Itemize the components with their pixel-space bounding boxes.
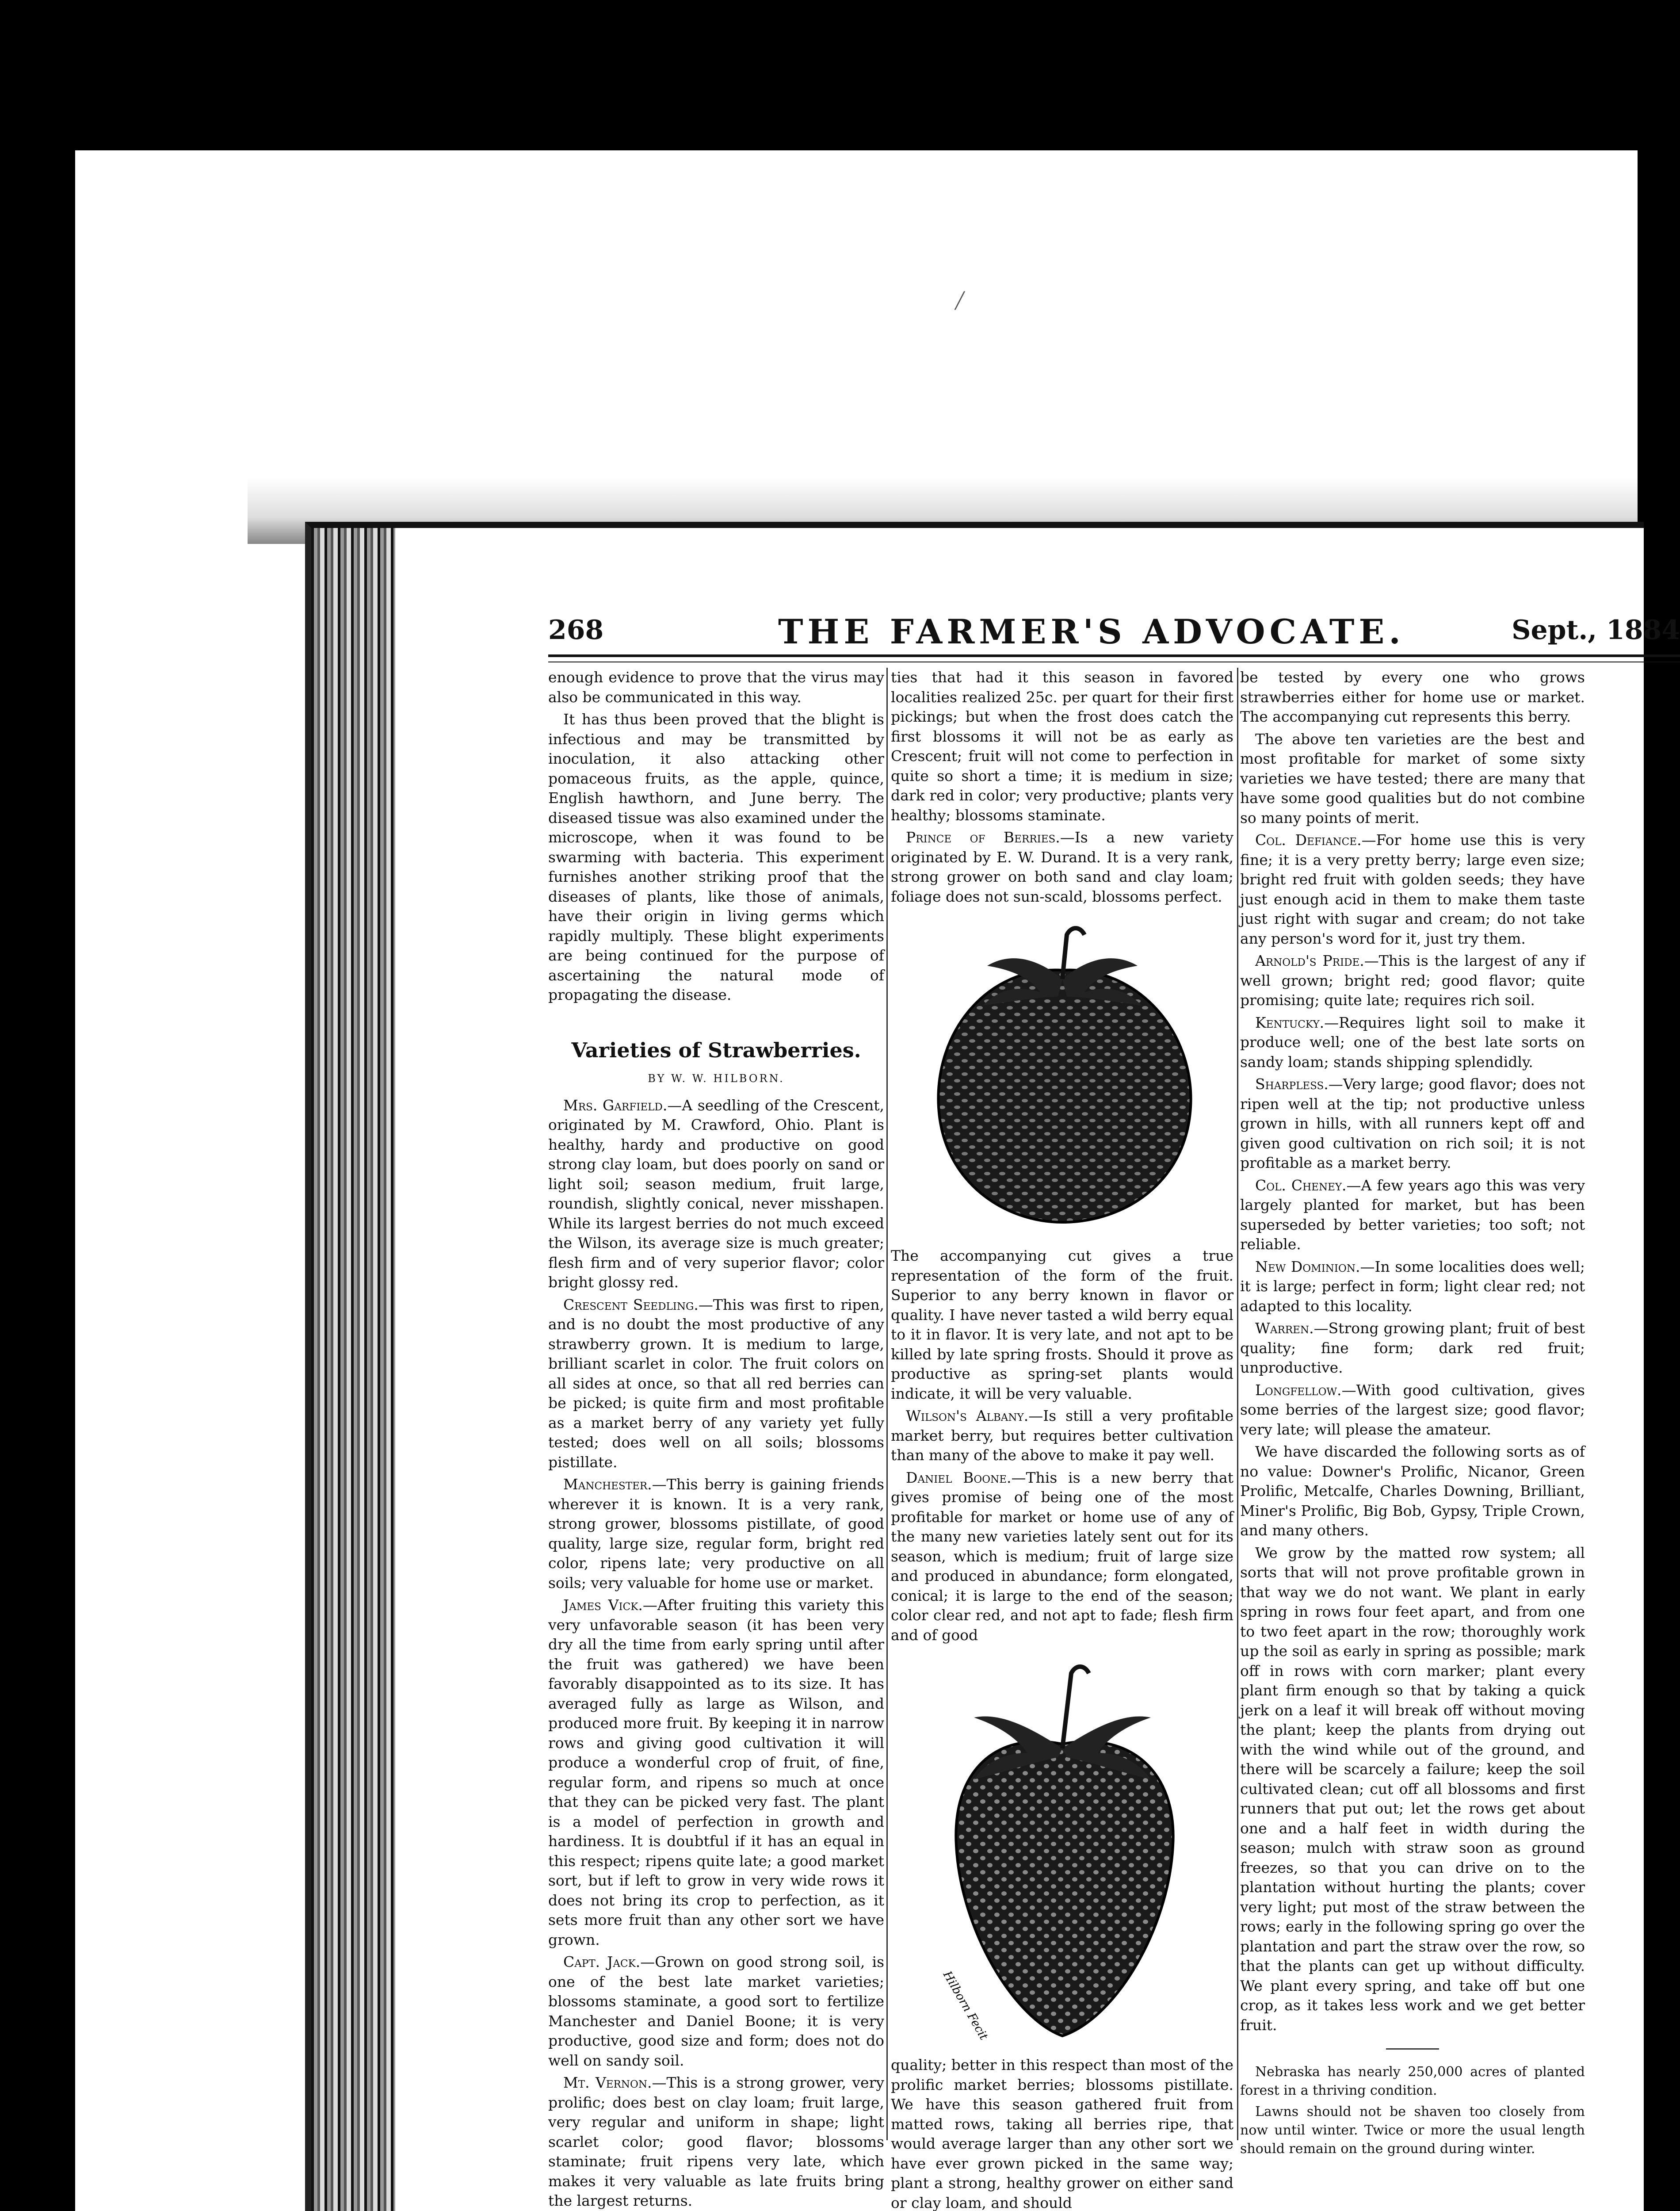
- article-title: Varieties of Strawberries.: [571, 1038, 861, 1062]
- variety-name: New Dominion.: [1255, 1258, 1360, 1275]
- variety-name: Prince of Berries.: [906, 829, 1060, 846]
- byline: BY W. W. HILBORN.: [648, 1072, 785, 1085]
- column-3: [1240, 668, 1585, 2161]
- variety-text: —This berry is gaining friends wherever it is known. It is a very rank, strong grower, blossoms pistillate, of good quality, large size, regular form, bright red color, ripens late; very productive on all soils; very valuable for home use or market.: [548, 1476, 884, 1591]
- scan-mark: ╱: [955, 292, 965, 310]
- variety-entry: [891, 828, 1233, 907]
- variety-name: Daniel Boone.: [906, 1469, 1012, 1486]
- issue-date: Sept., 1884: [1512, 615, 1680, 646]
- variety-entry: [548, 1595, 884, 1950]
- variety-entry: [1240, 830, 1585, 949]
- variety-text: —This is the largest of any if well grown; bright red; good flavor; quite promising; quite late; requires rich soil.: [1240, 952, 1585, 1009]
- paragraph: The above ten varieties are the best and most profitable for market of some sixty varieties we have tested; there are many that have some good qualities but do not combine so many points of merit.: [1240, 730, 1585, 826]
- variety-text: —After fruiting this variety this very unfavorable season (it has been very dry all the time from early spring until after the fruit was gathered) we have been favorably disappointed as to its size. It has averaged fully as large as Wilson, and produced more fruit. By keeping it in narrow rows and giving good cultivation it will produce a wonderful crop of fruit, of fine, regular form, and ripens so much at once that they can be picked very fast. The plant is a model of perfection in growth and hardiness. It is doubtful if it has an equal in this respect; ripens quite late; a good market sort, but if left to grow in very wide rows it does not bring its crop to perfection, as it sets more fruit than any other sort we have grown.: [548, 1596, 884, 1948]
- prince-of-berries-illustration: [908, 917, 1217, 1236]
- paragraph: ties that had it this season in favored localities realized 25c. per quart for their first pickings; but when the frost does catch the first blossoms it will not be as early as Crescent; fruit will not come to perfection in quite so short a time; it is medium in size; dark red in color; very productive; plants very healthy; blossoms staminate.: [891, 669, 1233, 824]
- header-rule: [548, 654, 1680, 662]
- page-content: [407, 522, 1680, 2211]
- news-note: Nebraska has nearly 250,000 acres of planted forest in a thriving condition.: [1240, 2064, 1585, 2098]
- variety-text: —Grown on good strong soil, is one of the best late market varieties; blossoms staminate, a good sort to fertilize Manchester and Daniel Boone; it is very productive, good size and form; does not do well on sandy soil.: [548, 1953, 884, 2069]
- variety-text: —Requires light soil to make it produce well; one of the best late sorts on sandy loam; stands shipping splendidly.: [1240, 1014, 1585, 1071]
- variety-name: Mrs. Garfield.: [563, 1096, 668, 1114]
- page-number: 268: [548, 615, 604, 646]
- paragraph: We have discarded the following sorts as of no value: Downer's Prolific, Nicanor, Green Prolific, Metcalfe, Charles Downing, Brilliant, Miner's Prolific, Big Bob, Gypsy, Triple Crown, and many others.: [1240, 1443, 1585, 1539]
- variety-entry: [1240, 1013, 1585, 1072]
- column-rule: [886, 668, 888, 2140]
- variety-text: —For home use this is very fine; it is a very pretty berry; large even size; bright red fruit with golden seeds; they have just enough acid in them to make them taste just right with sugar and cream; do not take any person's word for it, just try them.: [1240, 831, 1585, 947]
- variety-text: —With good cultivation, gives some berries of the largest size; good flavor; very late; will please the amateur.: [1240, 1381, 1585, 1438]
- variety-name: Longfellow.: [1255, 1381, 1342, 1399]
- variety-entry: [1240, 1075, 1585, 1173]
- variety-entry: [548, 1475, 884, 1593]
- variety-name: Capt. Jack.: [563, 1953, 641, 1970]
- engraver-signature: Hilborn Fecit: [940, 1969, 990, 2043]
- news-note: Lawns should not be shaven too closely from now until winter. Twice or more the usual length should remain on the ground during winter.: [1240, 2104, 1585, 2157]
- variety-text: —Is a new variety originated by E. W. Durand. It is a very rank, strong grower on both sand and clay loam; foliage does not sun-scald, blossoms perfect.: [891, 829, 1233, 905]
- variety-entry: [891, 1406, 1233, 1465]
- variety-entry: [1240, 1176, 1585, 1255]
- column-1: [548, 668, 884, 2211]
- variety-name: Col. Cheney.: [1255, 1176, 1347, 1194]
- variety-name: Col. Defiance.: [1255, 831, 1362, 849]
- variety-name: Manchester.: [563, 1476, 652, 1493]
- variety-entry: [548, 1295, 884, 1473]
- masthead: THE FARMER'S ADVOCATE.: [778, 612, 1405, 651]
- variety-text: —A few years ago this was very largely planted for market, but has been superseded by better varieties; too soft; not reliable.: [1240, 1176, 1585, 1253]
- variety-text: —This is a new berry that gives promise of being one of the most profitable for market or home use of any of the many new varieties lately sent out for its season, which is medium; fruit of large size and produced in abundance; form elongated, conical; it is large to the end of the season; color clear red, and not apt to fade; flesh firm and of good: [891, 1469, 1233, 1644]
- paragraph: enough evidence to prove that the virus may also be communicated in this way.: [548, 669, 884, 706]
- variety-text: —This is a strong grower, very prolific; does best on clay loam; fruit large, very regular and uniform in shape; light scarlet color; good flavor; blossoms staminate; fruit ripens very late, which makes it very valuable as late fruits bring the largest returns.: [548, 2074, 884, 2209]
- variety-name: Wilson's Albany.: [906, 1407, 1029, 1424]
- paragraph: quality; better in this respect than most of the prolific market berries; blossoms pistillate. We have this season gathered fruit from matted rows, taking all berries ripe, that would average larger than any other sort we have ever grown picked in the same way; plant a strong, healthy grower on either sand or clay loam, and should: [891, 2056, 1233, 2211]
- variety-text: —Is still a very profitable market berry, but requires better cultivation than many of the above to make it pay well.: [891, 1407, 1233, 1464]
- daniel-boone-illustration: [908, 1656, 1217, 2045]
- variety-name: Crescent Seedling.: [563, 1296, 699, 1313]
- variety-entry: [1240, 951, 1585, 1010]
- column-2: [891, 668, 1233, 2211]
- book-binding-edge: [311, 528, 395, 2211]
- variety-name: Sharpless.: [1255, 1075, 1329, 1093]
- variety-entry: [548, 1096, 884, 1293]
- paragraph: be tested by every one who grows strawberries either for home use or market. The accompanying cut represents this berry.: [1240, 669, 1585, 725]
- variety-name: Mt. Vernon.: [563, 2074, 652, 2091]
- variety-text: —Strong growing plant; fruit of best quality; fine form; dark red fruit; unproductive.: [1240, 1320, 1585, 1376]
- variety-text: —This was first to ripen, and is no doubt the most productive of any strawberry grown. It is medium to large, brilliant scarlet in color. The fruit colors on all sides at once, so that all red berries can be picked; is quite firm and most profitable as a market berry of any variety yet fully tested; does well on all soils; blossoms pistillate.: [548, 1296, 885, 1471]
- section-separator: [1386, 2048, 1439, 2050]
- variety-entry: [1240, 1257, 1585, 1316]
- variety-entry: [891, 1468, 1233, 1645]
- variety-name: Warren.: [1255, 1320, 1314, 1337]
- variety-text: —In some localities does well; it is large; perfect in form; light clear red; not adapted to this locality.: [1240, 1258, 1585, 1315]
- variety-text: —A seedling of the Crescent, originated by M. Crawford, Ohio. Plant is healthy, hardy and productive on good strong clay loam, but does poorly on sand or light soil; season medium, fruit large, roundish, slightly conical, never misshapen. While its largest berries do not much exceed the Wilson, its average size is much greater; flesh firm and of very superior flavor; color bright glossy red.: [548, 1096, 884, 1291]
- paragraph: We grow by the matted row system; all sorts that will not prove profitable grown in that way we do not want. We plant in early spring in rows four feet apart, and from one to two feet apart in the row; thoroughly work up the soil as early in spring as possible; mark off in rows with corn marker; plant every plant firm enough so that by taking a quick jerk on a leaf it will break off without moving the plant; keep the plants from drying out with the wind while out of the ground, and there will be scarcely a failure; keep the soil cultivated clean; cut off all blossoms and first runners that put out; let the rows get about one and a half feet in width during the season; mulch with straw soon as ground freezes, so that you can drive on to the plantation without hurting the plants; cover very light; put most of the straw between the rows; early in the following spring go over the plantation and part the straw over the row, so that the plants can get up without difficulty. We plant every spring, and take off but one crop, as it takes less work and we get better fruit.: [1240, 1544, 1585, 2034]
- variety-name: Kentucky.: [1255, 1014, 1325, 1031]
- variety-name: James Vick.: [563, 1596, 643, 1614]
- variety-name: Arnold's Pride.: [1255, 952, 1364, 969]
- paragraph: The accompanying cut gives a true representation of the form of the fruit. Superior to any berry known in flavor or quality. I have never tasted a wild berry equal to it in flavor. It is very late, and not apt to be killed by late spring frosts. Should it prove as productive as spring-set plants would indicate, it will be very valuable.: [891, 1247, 1233, 1402]
- variety-text: —Very large; good flavor; does not ripen well at the tip; not productive unless grown in hills, with all runners kept off and given good cultivation on rich soil; it is not profitable as a market berry.: [1240, 1075, 1585, 1171]
- paragraph: It has thus been proved that the blight is infectious and may be transmitted by inoculation, it also attacking other pomaceous fruits, as the apple, quince, English hawthorn, and June berry. The diseased tissue was also examined under the microscope, when it was found to be swarming with bacteria. This experiment furnishes another striking proof that the diseases of plants, like those of animals, have their origin in living germs which rapidly multiply. These blight experiments are being continued for the purpose of ascertaining the natural mode of propagating the disease.: [548, 711, 884, 1003]
- variety-entry: [1240, 1381, 1585, 1440]
- variety-entry: [548, 2073, 884, 2211]
- column-rule: [1237, 668, 1238, 2140]
- variety-entry: [1240, 1319, 1585, 1378]
- variety-entry: [548, 1952, 884, 2070]
